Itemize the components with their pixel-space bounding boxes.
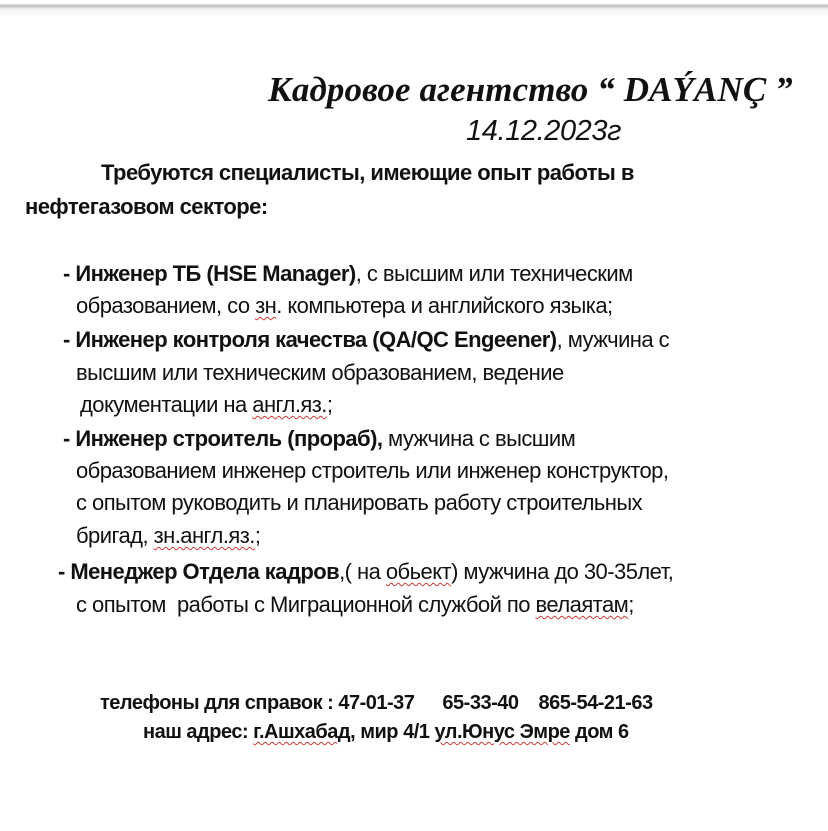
vacancy-text: ,( на [339,559,386,584]
vacancy-4-line-1 [58,561,673,583]
vacancy-3-line-3: с опытом руководить и планировать работу строительных [76,490,643,515]
vacancy-dash: - [63,261,76,286]
vacancy-3-line-4 [76,525,260,547]
spellcheck-word: обьект [385,559,452,584]
vacancy-title: Инженер ТБ (HSE Manager) [75,261,356,286]
vacancy-text: . компьютера и английского языка; [276,293,613,318]
vacancy-text: образованием, со [76,293,256,318]
vacancy-1-line-2 [76,295,613,317]
address-text: , мир 4/1 [350,721,435,743]
vacancy-title: Инженер контроля качества (QA/QC Engeener) [75,327,557,352]
intro-line-1: Требуются специалисты, имеющие опыт работы в [101,160,634,185]
vacancy-2-line-3 [80,394,332,416]
phones-line [100,693,653,713]
vacancy-title: Инженер строитель (прораб), [75,426,383,451]
address-city: г.Ашхабад [253,721,351,743]
vacancy-text: бригад, [76,523,154,548]
address-text: дом 6 [569,721,629,743]
spellcheck-word: зн [255,293,277,318]
agency-title: Кадровое агентство “ DAÝANÇ ” [268,70,793,109]
phone-number: 65-33-40 [442,692,519,714]
address-label: наш адрес: [143,721,254,743]
document-date: 14.12.2023г [466,115,622,147]
vacancy-text: документации на [80,392,253,417]
vacancy-dash: - [63,426,76,451]
vacancy-3-line-1 [63,428,575,450]
address-street: ул.Юнус Эмре [434,721,570,743]
vacancy-text: , с высшим или техническим [355,261,633,286]
vacancy-4-line-2 [76,594,634,616]
address-line [143,722,629,742]
phone-number: 865-54-21-63 [538,692,653,714]
vacancy-2-line-2: высшим или техническим образованием, ведение [76,360,564,385]
intro-line-2: нефтегазовом секторе: [25,194,268,219]
vacancy-text: с опытом работы с Миграционной службой по [76,592,536,617]
vacancy-text: мужчина с высшим [382,426,576,451]
vacancy-text: ) мужчина до 30-35лет, [451,559,674,584]
vacancy-text: ; [628,592,634,617]
vacancy-dash: - [58,559,71,584]
spellcheck-word: велаятам [535,592,629,617]
vacancy-title: Менеджер Отдела кадров [70,559,340,584]
spellcheck-word: англ.яз. [252,392,327,417]
spellcheck-word: зн.англ.яз. [153,523,255,548]
vacancy-2-line-1 [63,329,669,351]
vacancy-dash: - [63,327,76,352]
phone-number: 47-01-37 [338,692,415,714]
vacancy-text: ; [326,392,333,417]
vacancy-1-line-1 [63,263,633,285]
vacancy-3-line-2: образованием инженер строитель или инженер конструктор, [76,458,669,483]
phones-label: телефоны для справок : [100,692,339,714]
vacancy-text: , мужчина с [556,327,670,352]
vacancy-text: ; [254,523,261,548]
